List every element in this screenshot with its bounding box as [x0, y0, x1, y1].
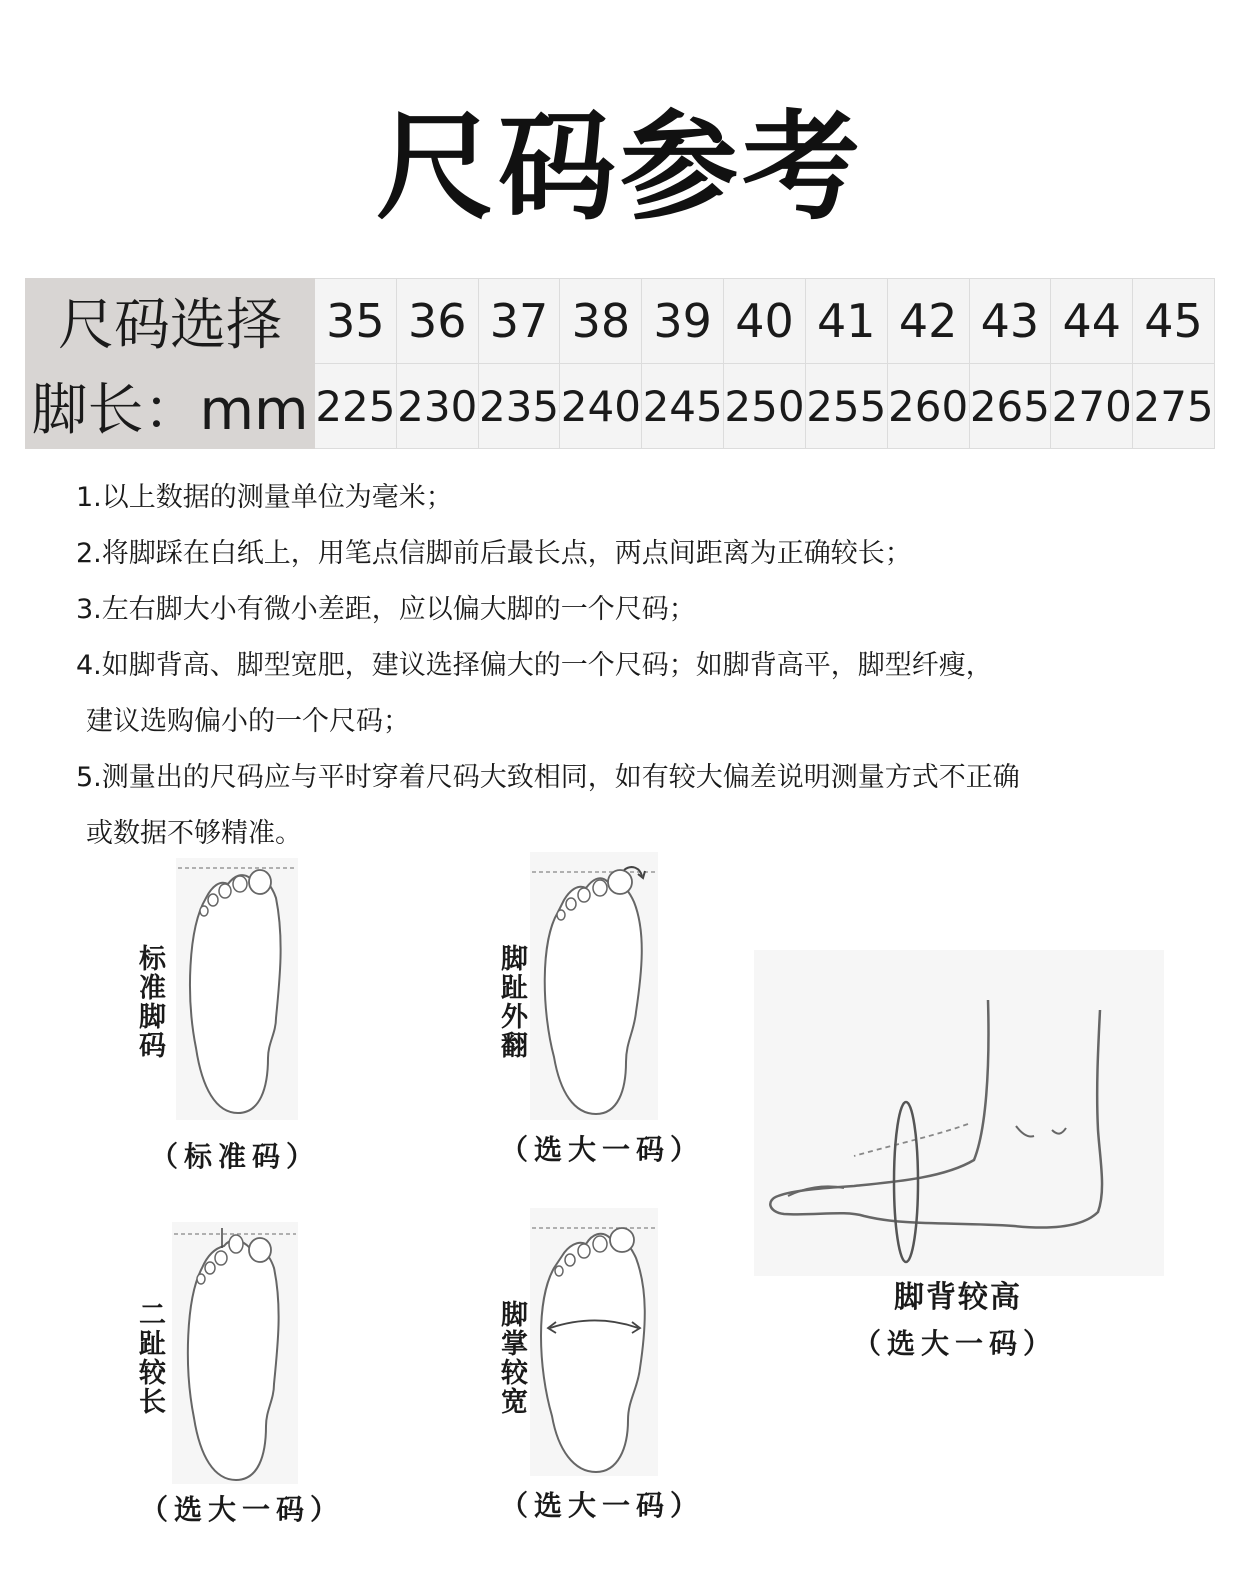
length-cell: 270: [1051, 364, 1133, 449]
note-line: 2.将脚踩在白纸上，用笔点信脚前后最长点，两点间距离为正确较长；: [76, 538, 912, 569]
note-line: 4.如脚背高、脚型宽肥，建议选择偏大的一个尺码；如脚背高平，脚型纤瘦，: [76, 650, 993, 681]
length-cell: 230: [396, 364, 478, 449]
note-line: 1.以上数据的测量单位为毫米；: [76, 482, 453, 513]
size-chart-table: [25, 278, 1215, 449]
size-cell: 43: [969, 279, 1051, 364]
length-cell: 265: [969, 364, 1051, 449]
length-cell: 275: [1133, 364, 1215, 449]
length-cell: 255: [805, 364, 887, 449]
high-instep-label: 脚背较高: [894, 1280, 1022, 1315]
length-cell: 245: [642, 364, 724, 449]
size-cell: 45: [1133, 279, 1215, 364]
size-cell: 41: [805, 279, 887, 364]
length-cell: 240: [560, 364, 642, 449]
second-toe-foot-caption: （选大一码）: [140, 1493, 345, 1526]
standard-foot-icon: [176, 858, 298, 1120]
second-toe-foot-label: 二趾较长: [134, 1300, 165, 1416]
wide-foot-label: 脚掌较宽: [496, 1300, 527, 1416]
length-row-header: 脚长：mm: [26, 364, 315, 449]
size-row-header: 尺码选择: [26, 279, 315, 364]
length-cell: 235: [478, 364, 560, 449]
note-line: 建议选购偏小的一个尺码；: [86, 706, 410, 737]
length-cell: 225: [315, 364, 397, 449]
high-instep-foot-icon: [754, 950, 1164, 1276]
toe-out-foot-icon: [530, 852, 658, 1120]
note-line: 或数据不够精准。: [86, 818, 302, 849]
standard-foot-label: 标准脚码: [134, 944, 165, 1060]
measurement-notes: [76, 470, 1196, 862]
size-row: [26, 279, 1215, 364]
size-cell: 40: [724, 279, 806, 364]
size-cell: 36: [396, 279, 478, 364]
toe-out-foot-caption: （选大一码）: [500, 1133, 705, 1166]
length-cell: 250: [724, 364, 806, 449]
standard-foot-caption: （标准码）: [150, 1140, 321, 1173]
size-cell: 35: [315, 279, 397, 364]
size-cell: 37: [478, 279, 560, 364]
note-line: 5.测量出的尺码应与平时穿着尺码大致相同，如有较大偏差说明测量方式不正确: [76, 762, 1020, 793]
second-toe-foot-icon: [172, 1222, 298, 1484]
wide-foot-icon: [530, 1208, 658, 1476]
size-cell: 44: [1051, 279, 1133, 364]
high-instep-caption: （选大一码）: [852, 1327, 1057, 1360]
size-cell: 39: [642, 279, 724, 364]
length-row: [26, 364, 1215, 449]
size-cell: 42: [887, 279, 969, 364]
size-cell: 38: [560, 279, 642, 364]
page-title: 尺码参考: [375, 98, 864, 236]
wide-foot-caption: （选大一码）: [500, 1489, 705, 1522]
length-cell: 260: [887, 364, 969, 449]
toe-out-foot-label: 脚趾外翻: [496, 944, 527, 1060]
note-line: 3.左右脚大小有微小差距，应以偏大脚的一个尺码；: [76, 594, 696, 625]
